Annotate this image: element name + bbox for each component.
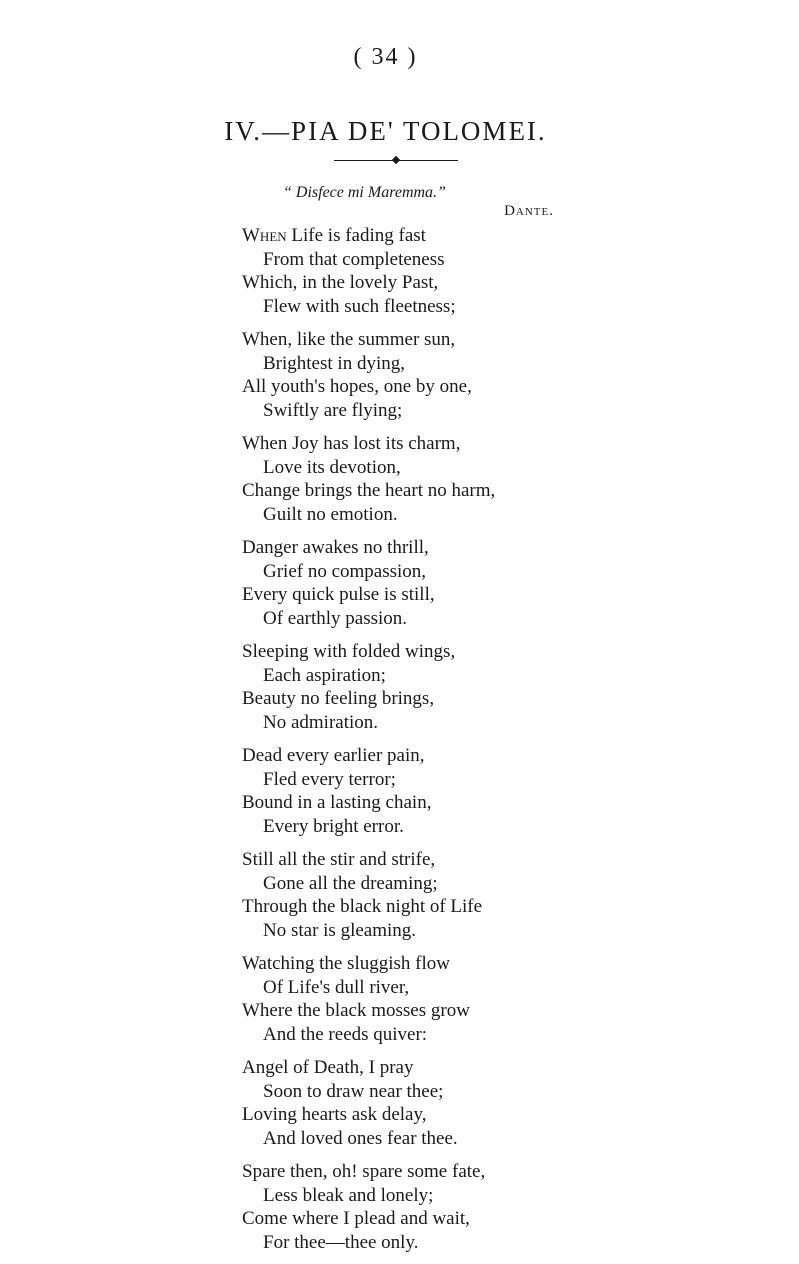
poem-line: Less bleak and lonely; — [263, 1184, 434, 1206]
poem-body — [242, 224, 582, 1264]
poem-line: Gone all the dreaming; — [263, 872, 438, 894]
stanza — [242, 224, 582, 318]
poem-line: Swiftly are flying; — [263, 399, 403, 421]
poem-line: And the reeds quiver: — [263, 1023, 428, 1045]
poem-line: Love its devotion, — [263, 456, 401, 478]
poem-line: Every bright error. — [263, 815, 404, 837]
poem-line: No admiration. — [263, 711, 379, 733]
poem-line: Danger awakes no thrill, — [242, 537, 429, 558]
poem-line: And loved ones fear thee. — [263, 1127, 458, 1149]
poem-line: Change brings the heart no harm, — [242, 480, 496, 501]
stanza — [242, 744, 582, 838]
poem-line: For thee—thee only. — [263, 1231, 419, 1253]
poem-line: Each aspiration; — [263, 664, 386, 686]
stanza — [242, 848, 582, 942]
poem-line: Guilt no emotion. — [263, 503, 398, 525]
poem-line: Come where I plead and wait, — [242, 1208, 470, 1229]
poem-line: Of earthly passion. — [263, 607, 408, 629]
poem-line: Loving hearts ask delay, — [242, 1104, 427, 1125]
rule-diamond-ornament — [392, 156, 400, 164]
poem-line: No star is gleaming. — [263, 919, 417, 941]
poem-line: Soon to draw near thee; — [263, 1080, 444, 1102]
poem-line: Bound in a lasting chain, — [242, 792, 432, 813]
poem-line: Watching the sluggish flow — [242, 953, 450, 974]
poem-line: Flew with such fleetness; — [263, 295, 456, 317]
epigraph-attribution: Dante. — [504, 203, 554, 219]
poem-line: Every quick pulse is still, — [242, 584, 435, 605]
page-number: ( 34 ) — [353, 44, 418, 70]
poem-line: Spare then, oh! spare some fate, — [242, 1161, 486, 1182]
stanza — [242, 1056, 582, 1150]
poem-line: Where the black mosses grow — [242, 1000, 470, 1021]
poem-line — [242, 224, 582, 248]
poem-line: Through the black night of Life — [242, 896, 483, 917]
poem-line: Beauty no feeling brings, — [242, 688, 435, 709]
poem-line: Angel of Death, I pray — [242, 1057, 414, 1078]
poem-line: From that completeness — [263, 248, 445, 270]
stanza — [242, 432, 582, 526]
stanza — [242, 536, 582, 630]
poem-line: Still all the stir and strife, — [242, 849, 436, 870]
poem-line: Which, in the lovely Past, — [242, 272, 439, 293]
drop-word: When — [242, 225, 287, 246]
stanza — [242, 640, 582, 734]
poem-line: When, like the summer sun, — [242, 329, 456, 350]
stanza — [242, 328, 582, 422]
stanza — [242, 952, 582, 1046]
epigraph: “ Disfece mi Maremma.” — [283, 184, 446, 201]
poem-line: Dead every earlier pain, — [242, 745, 425, 766]
poem-line: When Joy has lost its charm, — [242, 433, 461, 454]
poem-line: All youth's hopes, one by one, — [242, 376, 472, 397]
poem-line: Sleeping with folded wings, — [242, 641, 456, 662]
stanza — [242, 1160, 582, 1254]
poem-line: Of Life's dull river, — [263, 976, 410, 998]
poem-line: Brightest in dying, — [263, 352, 405, 374]
poem-line: Fled every terror; — [263, 768, 396, 790]
poem-line-text: Life is fading fast — [286, 225, 426, 246]
poem-title: IV.—PIA DE' TOLOMEI. — [224, 116, 547, 146]
poem-line: Grief no compassion, — [263, 560, 427, 582]
